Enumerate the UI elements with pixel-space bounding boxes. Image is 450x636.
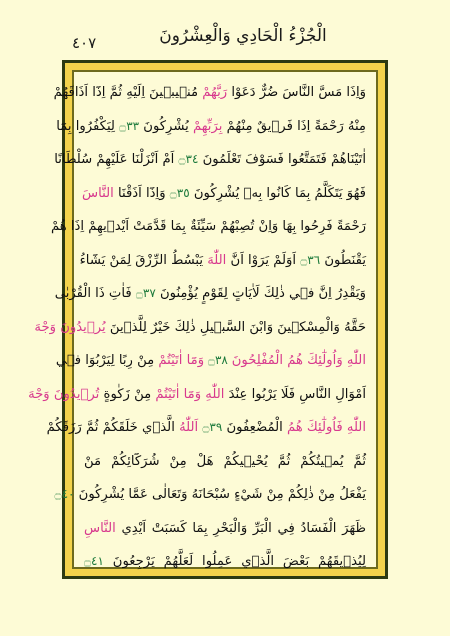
highlighted-text: اللّٰهَ <box>207 252 227 268</box>
text-segment: اَمْوَالِ النَّاسِ فَلَا يَرْبُوا عِنْدَ <box>224 386 366 402</box>
text-segment: وَاِذَٓا اَذَقْنَا <box>113 185 170 201</box>
text-segment: وَيَقْدِرُ اِنَّ فٖي ذٰلِكَ لَاٰيَاتٍ لِقَوْمٍ يُؤْمِنُونَ <box>155 286 366 301</box>
text-segment: يَقْنَطُونَ <box>320 252 366 268</box>
highlighted-text: اَللّٰهُ <box>179 420 203 435</box>
highlighted-text: اللّٰهِ وَمَٓا اٰتَيْتُمْ <box>155 386 225 402</box>
text-segment: يَفْعَلُ مِنْ ذٰلِكُمْ مِنْ شَيْءٍ سُبْحَانَهُ وَتَعَالٰى عَمَّا يُشْرِكُونَ <box>74 487 366 502</box>
text-segment: لِيُذٖيقَهُمْ بَعْضَ الَّذٖي عَمِلُوا لَعَلَّهُمْ يَرْجِعُونَ <box>103 554 366 569</box>
text-line <box>84 445 366 479</box>
text-segment: اٰتَيْنَاهُمْ فَتَمَتَّعُوا فَسَوْفَ تَعْلَمُونَ <box>198 152 366 167</box>
quran-text-block <box>28 76 366 569</box>
text-segment: فَهُوَ يَتَكَلَّمُ بِمَا كَانُوا بِهٖ يُشْرِكُونَ <box>189 185 366 201</box>
text-segment: فَاٰتِ ذَا الْقُرْبٰى <box>54 286 136 301</box>
text-segment: ثُمَّ يُمٖيتُكُمْ ثُمَّ يُحْيٖيكُمْ هَلْ مِنْ شُرَكَٓائِكُمْ مَنْ <box>84 453 366 469</box>
ayah-end-marker: ۝٣٧ <box>135 286 156 300</box>
text-segment: يُشْرِكُونَ <box>139 118 193 134</box>
ayah-end-marker: ۝٣٤ <box>178 152 199 166</box>
text-segment: ظَهَرَ الْفَسَادُ فِي الْبَرِّ وَالْبَحْرِ بِمَا كَسَبَتْ اَيْدِي <box>115 520 366 536</box>
ayah-end-marker: ۝٣٩ <box>202 420 223 434</box>
highlighted-text: تُرٖيدُونَ وَجْهَ <box>28 386 100 402</box>
ornamental-frame <box>28 60 388 579</box>
text-line <box>79 244 366 278</box>
ayah-end-marker: ۝٤١ <box>84 554 104 568</box>
highlighted-text: اللّٰهِ فَاُولٰٓئِكَ هُمُ <box>286 420 366 435</box>
text-segment: الْمُضْعِفُونَ <box>222 420 287 435</box>
text-line <box>54 277 366 311</box>
text-line <box>84 545 366 579</box>
text-line <box>53 76 366 110</box>
ayah-end-marker: ۝٣٥ <box>169 185 190 200</box>
text-line <box>81 177 366 211</box>
text-area <box>28 70 378 569</box>
text-segment: مِنْ رِبًا لِيَرْبُوَا فٖي <box>55 353 159 368</box>
text-line <box>46 411 366 445</box>
text-line <box>55 344 366 378</box>
highlighted-text: وَمَٓا اٰتَيْتُمْ <box>158 353 205 368</box>
text-segment: يَبْسُطُ الرِّزْقَ لِمَنْ يَشَٓاءُ <box>79 252 208 268</box>
highlighted-text: رَبَّهُمْ <box>202 85 228 100</box>
page-number: ٤٠٧ <box>72 34 97 52</box>
text-line <box>84 512 366 546</box>
text-segment: لِيَكْفُرُوا بِمَٓا <box>56 118 120 134</box>
text-line <box>28 378 366 412</box>
text-segment: اَوَلَمْ يَرَوْا اَنَّ <box>226 252 301 268</box>
ayah-end-marker: ۝٣٦ <box>300 252 321 267</box>
ayah-end-marker: ۝٤٠ <box>54 487 75 501</box>
text-line <box>56 110 366 144</box>
text-segment: مِنْهُ رَحْمَةً اِذَا فَرٖيقٌ مِنْهُمْ <box>222 118 366 134</box>
text-segment: حَقَّهُ وَالْمِسْكٖينَ وَابْنَ السَّبٖيلِ ذٰلِكَ خَيْرٌ لِلَّذٖينَ <box>105 319 366 335</box>
text-segment: وَاِذَا مَسَّ النَّاسَ ضُرٌّ دَعَوْا <box>227 85 366 100</box>
highlighted-text: بِرَبِّهِمْ <box>192 118 223 134</box>
ayah-end-marker: ۝٣٨ <box>204 353 232 367</box>
text-segment: مُنٖيبٖينَ اِلَيْهِ ثُمَّ اِذَٓا اَذَاقَهُمْ <box>53 85 203 100</box>
highlighted-text: النَّاسِ <box>84 520 116 536</box>
text-segment: الَّذٖي خَلَقَكُمْ ثُمَّ رَزَقَكُمْ <box>46 420 180 435</box>
text-line <box>54 143 366 177</box>
highlighted-text: يُرٖيدُونَ وَجْهَ <box>34 319 106 335</box>
highlighted-text: اللّٰهِ وَاُولٰٓئِكَ هُمُ الْمُفْلِحُونَ <box>231 353 366 368</box>
text-line <box>50 210 366 244</box>
juz-title: الْجُزْءُ الْحَادِي وَالْعِشْرُونَ <box>159 26 327 46</box>
page-header <box>0 0 450 58</box>
text-segment: اَمْ اَنْزَلْنَا عَلَيْهِمْ سُلْطَانًا <box>54 152 179 167</box>
text-line <box>54 478 366 512</box>
text-line <box>34 311 366 345</box>
highlighted-text: النَّاسَ <box>81 185 114 201</box>
text-segment: مِنْ زَكٰوةٍ <box>99 386 156 402</box>
text-segment: رَحْمَةً فَرِحُوا بِهَا وَاِنْ تُصِبْهُمْ سَيِّئَةٌ بِمَا قَدَّمَتْ اَيْدٖيهِمْ اِذَا هُمْ <box>50 219 366 234</box>
ayah-end-marker: ۝٣٣ <box>119 118 140 133</box>
